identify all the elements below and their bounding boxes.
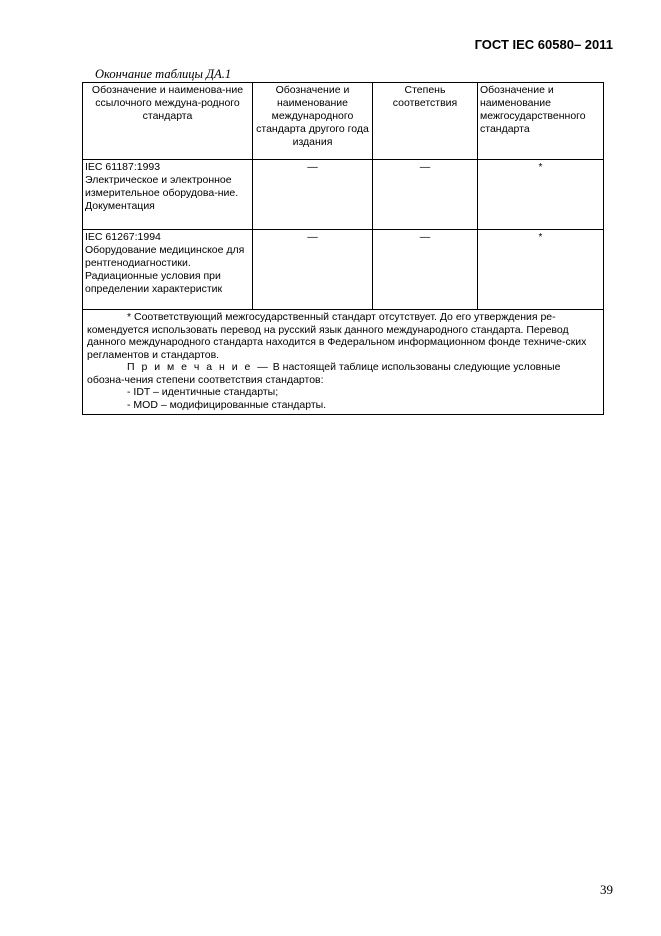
table-row <box>83 230 604 310</box>
table-row <box>83 160 604 230</box>
header-other-year-standard: Обозначение и наименование международного стандарта другого года издания <box>253 83 373 160</box>
standard-title: Электрическое и электронное измерительное оборудова-ние. Документация <box>85 174 239 212</box>
list-item: - IDT – идентичные стандарты; <box>127 386 279 398</box>
remark-paragraph <box>87 361 599 386</box>
other-year-cell: — <box>253 230 373 310</box>
table-caption: Окончание таблицы ДА.1 <box>95 67 232 81</box>
footnote-text: * Соответствующий межгосударственный стандарт отсутствует. До его утверждения ре-комендуется использовать перевод на русский язык данного международного стандарта. Перевод данного международного стандарта находится в Федеральном информационном фонде техниче-ских регламентов и стандартов. <box>87 311 587 361</box>
list-item: - MOD – модифицированные стандарты. <box>127 398 327 411</box>
document-code: ГОСТ IEC 60580– 2011 <box>474 37 613 52</box>
table-header-row <box>83 83 604 160</box>
header-interstate-standard: Обозначение и наименование межгосударственного стандарта <box>478 83 604 160</box>
other-year-cell: — <box>253 160 373 230</box>
degree-cell: — <box>373 160 478 230</box>
degree-cell: — <box>373 230 478 310</box>
remark-text: В настоящей таблице использованы следующие условные обозна-чения степени соответствия стандартов: <box>87 361 561 386</box>
standard-title: Оборудование медицинское для рентгенодиагностики. Радиационные условия при определении характеристик <box>85 244 245 295</box>
page-number: 39 <box>600 882 613 897</box>
reference-standards-table <box>82 82 604 415</box>
table-note <box>83 310 604 415</box>
standard-code: IEC 61187:1993 <box>85 161 161 173</box>
table-note-row <box>83 310 604 415</box>
reference-cell <box>83 160 253 230</box>
interstate-cell: * <box>478 230 604 310</box>
reference-cell <box>83 230 253 310</box>
header-reference-standard: Обозначение и наименова-ние ссылочного междуна-родного стандарта <box>83 83 253 160</box>
header-degree-of-compliance: Степень соответствия <box>373 83 478 160</box>
interstate-cell: * <box>478 160 604 230</box>
remark-label: П р и м е ч а н и е — <box>127 361 270 373</box>
standard-code: IEC 61267:1994 <box>85 231 161 243</box>
